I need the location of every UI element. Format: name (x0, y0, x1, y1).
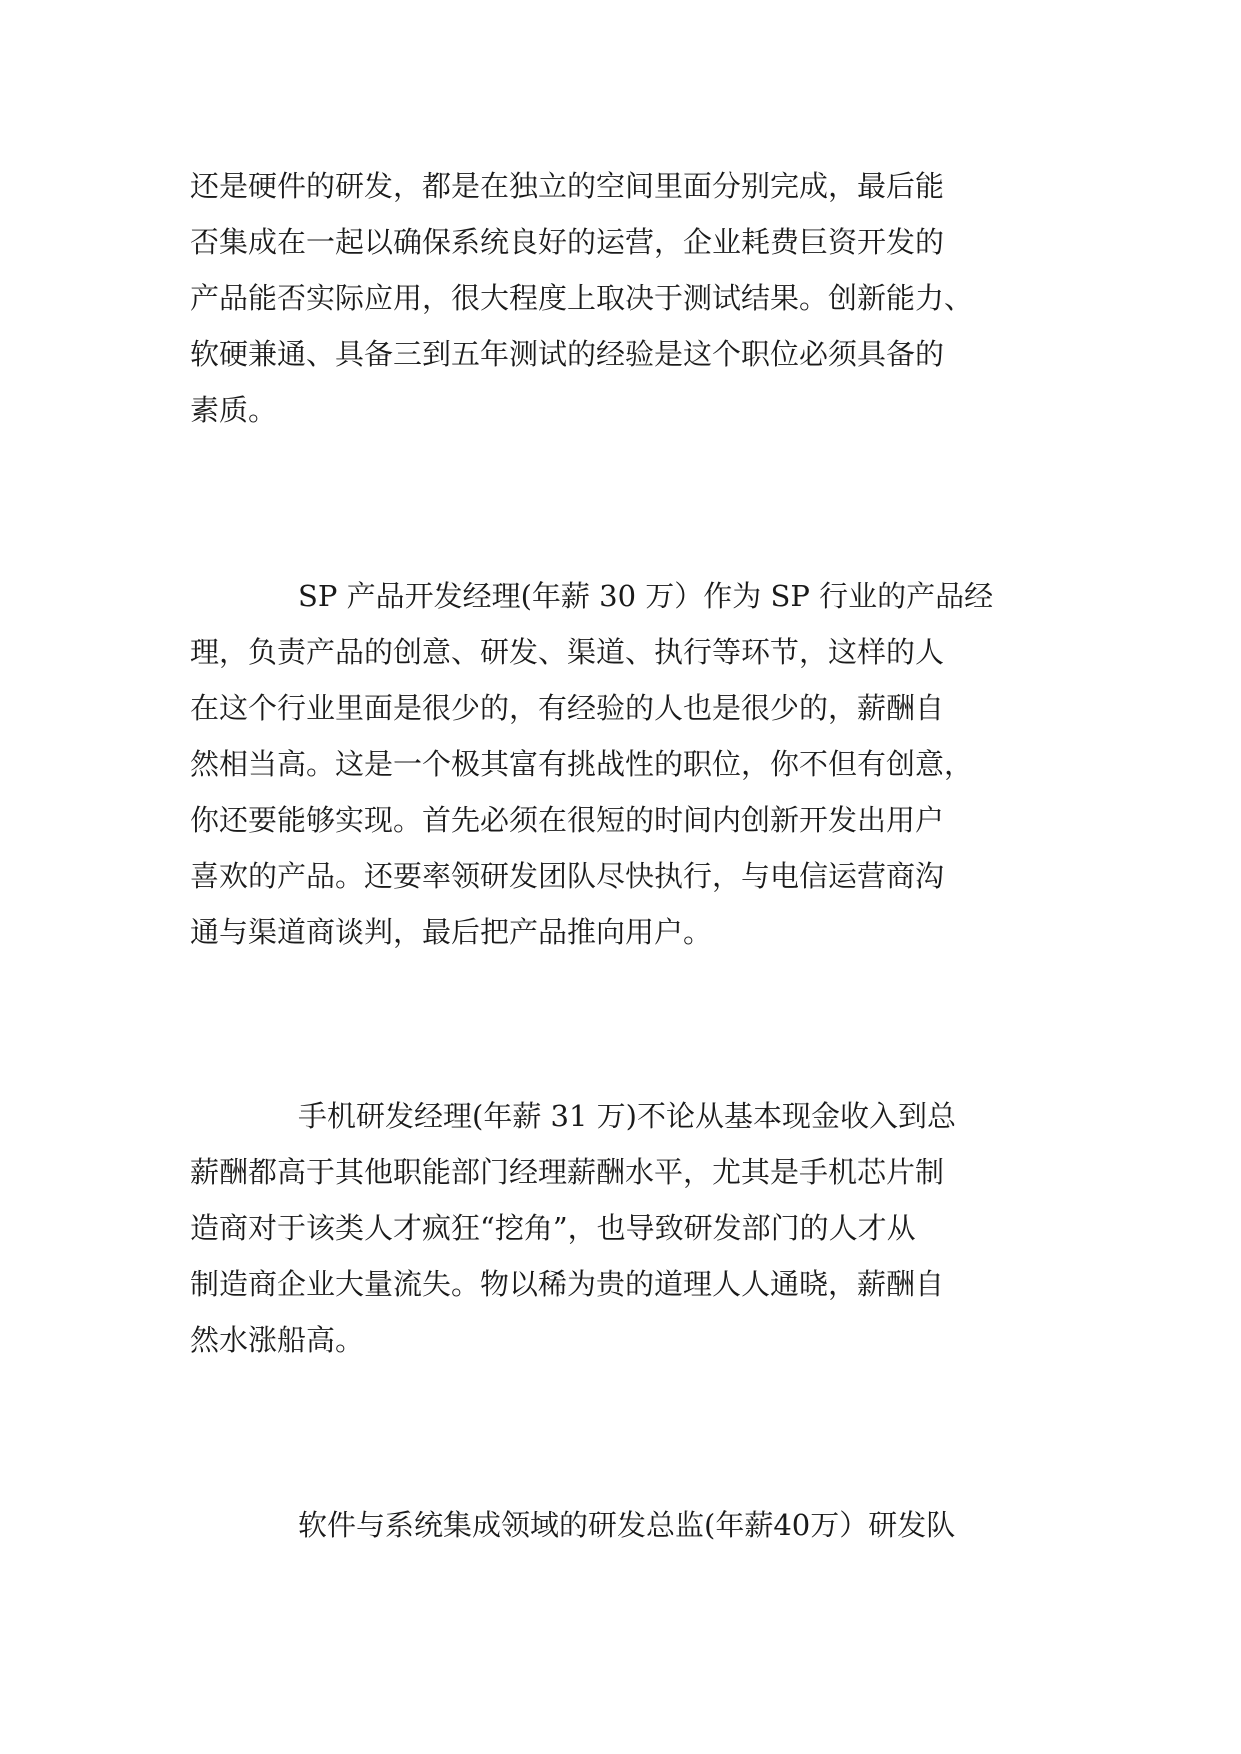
paragraph-line: 然水涨船高。 (190, 1323, 365, 1357)
paragraph-line: 制造商企业大量流失。物以稀为贵的道理人人通晓，薪酬自 (190, 1267, 945, 1301)
paragraph-line: 薪酬都高于其他职能部门经理薪酬水平，尤其是手机芯片制 (190, 1155, 945, 1189)
paragraph-phone-rd-manager (190, 1088, 1050, 1368)
paragraph-rd-director (190, 1497, 1050, 1553)
paragraph-line: 喜欢的产品。还要率领研发团队尽快执行，与电信运营商沟 (190, 859, 945, 893)
paragraph-line: 造商对于该类人才疯狂“挖角”，也导致研发部门的人才从 (190, 1211, 916, 1245)
paragraph-line: 软硬兼通、具备三到五年测试的经验是这个职位必须具备的 (190, 337, 945, 371)
paragraph-line: 产品能否实际应用，很大程度上取决于测试结果。创新能力、 (190, 281, 974, 315)
paragraph-line: 手机研发经理(年薪 31 万)不论从基本现金收入到总 (298, 1099, 956, 1133)
paragraph-line: 还是硬件的研发，都是在独立的空间里面分别完成，最后能 (190, 169, 945, 203)
paragraph-line: 通与渠道商谈判，最后把产品推向用户。 (190, 915, 713, 949)
paragraph-line: 然相当高。这是一个极其富有挑战性的职位，你不但有创意， (190, 747, 974, 781)
paragraph-line: 软件与系统集成领域的研发总监(年薪40万）研发队 (298, 1508, 956, 1542)
paragraph-line: 理，负责产品的创意、研发、渠道、执行等环节，这样的人 (190, 635, 945, 669)
paragraph-sp-product-manager (190, 568, 1050, 960)
paragraph-line: SP 产品开发经理(年薪 30 万）作为 SP 行业的产品经 (298, 579, 994, 613)
paragraph-line: 否集成在一起以确保系统良好的运营，企业耗费巨资开发的 (190, 225, 945, 259)
paragraph-line: 你还要能够实现。首先必须在很短的时间内创新开发出用户 (190, 803, 945, 837)
paragraph-line: 在这个行业里面是很少的，有经验的人也是很少的，薪酬自 (190, 691, 945, 725)
paragraph-testing-role (190, 158, 1050, 438)
paragraph-line: 素质。 (190, 393, 278, 427)
